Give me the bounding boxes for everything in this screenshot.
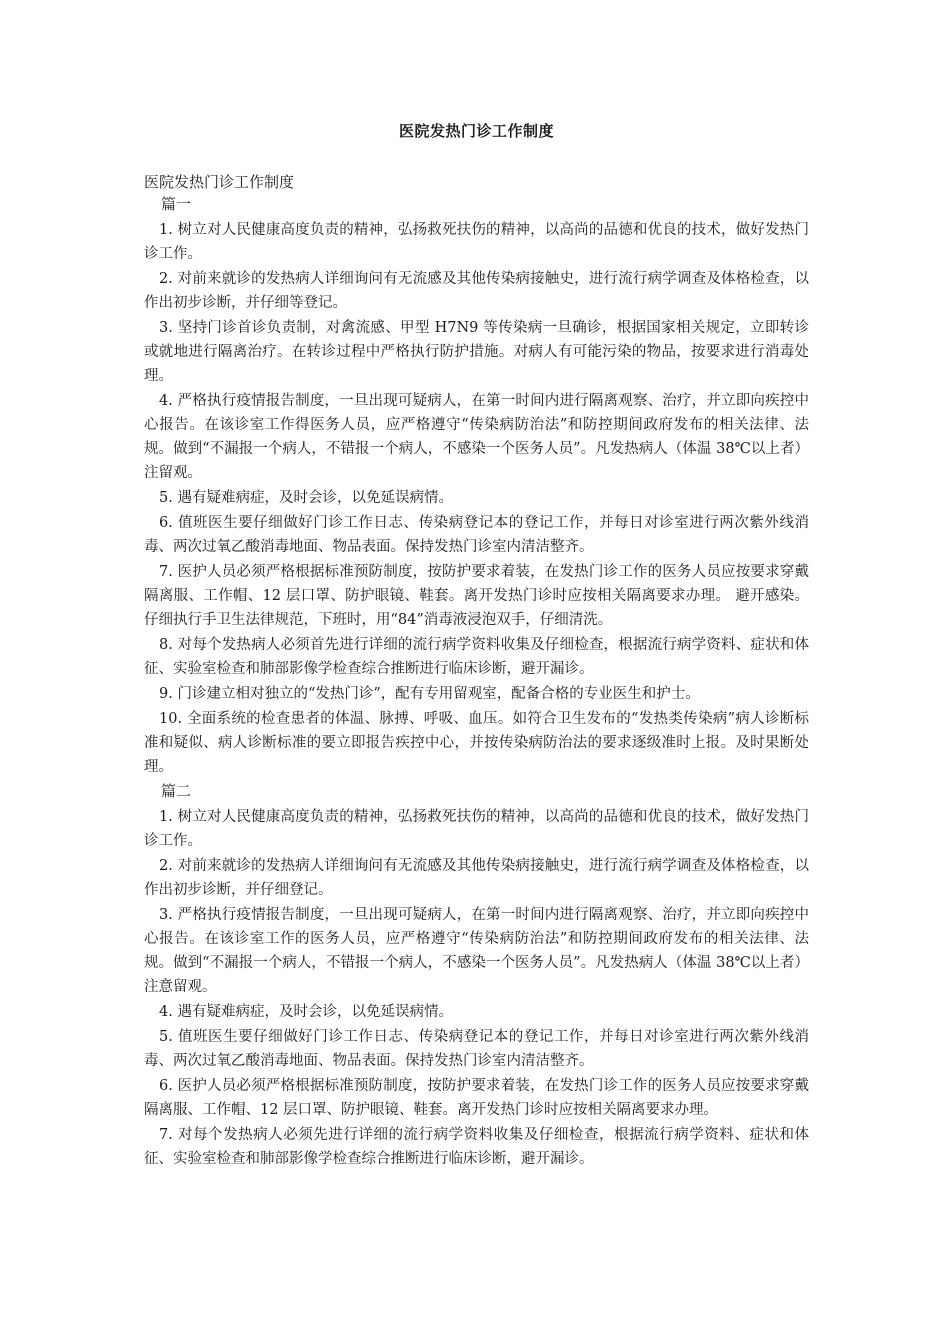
document-page: [144, 120, 809, 1172]
list-item: 1. 树立对人民健康高度负责的精神，弘扬救死扶伤的精神，以高尚的品德和优良的技术，做好发热门诊工作。: [144, 809, 809, 849]
list-item: 3. 严格执行疫情报告制度，一旦出现可疑病人，在第一时间内进行隔离观察、治疗，并立即向疾控中心报告。在该诊室工作的医务人员，应严格遵守“传染病防治法”和防控期间政府发布的相关法律、法规。做到“不漏报一个病人，不错报一个病人，不感染一个医务人员”。凡发热病人（体温 38℃以上者）注意留观。: [144, 907, 809, 995]
list-item: 9. 门诊建立相对独立的“发热门诊”，配有专用留观室，配备合格的专业医生和护士。: [159, 686, 700, 702]
list-item: 5. 值班医生要仔细做好门诊工作日志、传染病登记本的登记工作，并每日对诊室进行两次紫外线消毒、两次过氧乙酸消毒地面、物品表面。保持发热门诊室内清洁整齐。: [144, 1029, 809, 1069]
section-heading: 篇一: [161, 195, 192, 213]
list-item: 10. 全面系统的检查患者的体温、脉搏、呼吸、血压。如符合卫生发布的“发热类传染病”病人诊断标准和疑似、病人诊断标准的要立即报告疾控中心，并按传染病防治法的要求逐级准时上报。及时果断处理。: [144, 711, 809, 775]
list-item: 3. 坚持门诊首诊负责制，对禽流感、甲型 H7N9 等传染病一旦确诊，根据国家相关规定，立即转诊或就地进行隔离治疗。在转诊过程中严格执行防护措施。对病人有可能污染的物品，按要求进行消毒处理。: [144, 320, 809, 384]
section-one: [144, 193, 809, 779]
list-item: 6. 值班医生要仔细做好门诊工作日志、传染病登记本的登记工作，并每日对诊室进行两次紫外线消毒、两次过氧乙酸消毒地面、物品表面。保持发热门诊室内清洁整齐。: [144, 515, 809, 555]
list-item: 7. 对每个发热病人必须先进行详细的流行病学资料收集及仔细检查，根据流行病学资料、症状和体征、实验室检查和肺部影像学检查综合推断进行临床诊断，避开漏诊。: [144, 1127, 809, 1167]
section-heading: 篇二: [161, 782, 192, 800]
list-item: 7. 医护人员必须严格根据标准预防制度，按防护要求着装，在发热门诊工作的医务人员应按要求穿戴隔离服、工作帽、12 层口罩、防护眼镜、鞋套。离开发热门诊时应按相关隔离要求办理。 避开感染。仔细执行手卫生法律规范，下班时，用“84”消毒液浸泡双手，仔细清洗。: [144, 564, 809, 628]
document-title: 医院发热门诊工作制度: [398, 122, 554, 140]
list-item: 4. 遇有疑难病症，及时会诊，以免延误病情。: [159, 1004, 453, 1020]
list-item: 6. 医护人员必须严格根据标准预防制度，按防护要求着装，在发热门诊工作的医务人员应按要求穿戴隔离服、工作帽、12 层口罩、防护眼镜、鞋套。离开发热门诊时应按相关隔离要求办理。: [144, 1078, 809, 1118]
list-item: 2. 对前来就诊的发热病人详细询问有无流感及其他传染病接触史，进行流行病学调查及体格检查，以作出初步诊断，并仔细登记。: [144, 858, 809, 898]
list-item: 8. 对每个发热病人必须首先进行详细的流行病学资料收集及仔细检查，根据流行病学资料、症状和体征、实验室检查和肺部影像学检查综合推断进行临床诊断，避开漏诊。: [144, 637, 809, 677]
list-item: 4. 严格执行疫情报告制度，一旦出现可疑病人，在第一时间内进行隔离观察、治疗，并立即向疾控中心报告。在该诊室工作得医务人员，应严格遵守“传染病防治法”和防控期间政府发布的相关法律、法规。做到“不漏报一个病人，不错报一个病人，不感染一个医务人员”。凡发热病人（体温 38℃以上者）注留观。: [144, 393, 809, 481]
list-item: 5. 遇有疑难病症，及时会诊，以免延误病情。: [159, 490, 453, 506]
list-item: 2. 对前来就诊的发热病人详细询问有无流感及其他传染病接触史，进行流行病学调查及体格检查，以作出初步诊断，并仔细等登记。: [144, 271, 809, 311]
section-two: [144, 780, 809, 1171]
list-item: 1. 树立对人民健康高度负责的精神，弘扬救死扶伤的精神，以高尚的品德和优良的技术，做好发热门诊工作。: [144, 222, 809, 262]
document-subtitle: 医院发热门诊工作制度: [144, 173, 295, 191]
